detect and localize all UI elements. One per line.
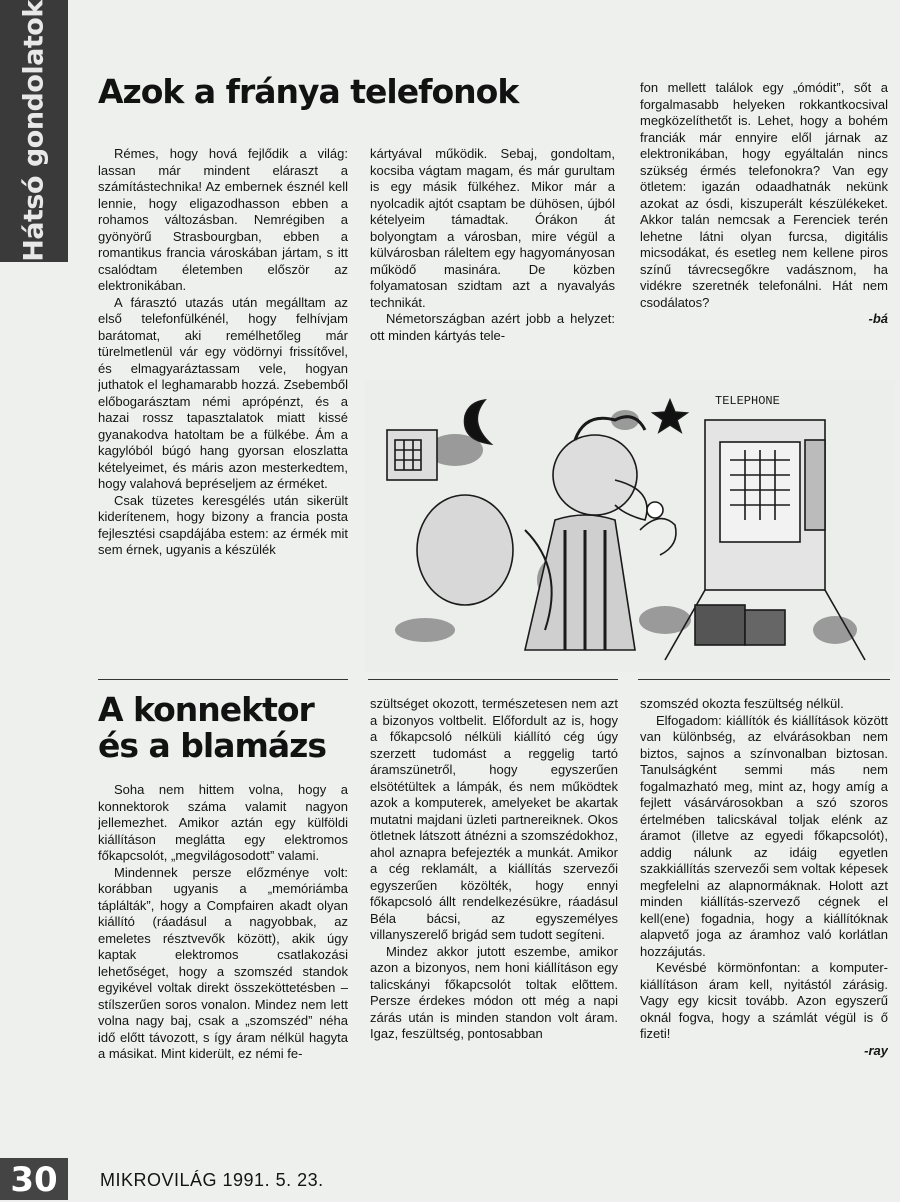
paragraph: Rémes, hogy hová fejlődik a világ: lassan már mindent eláraszt a számítástechnika! Az embernek észnél kell lennie, hogy eligazodhasson ebben a rohamos változásban. Nemrégiben a gyönyörű Strasbourgban, ebben a romantikus francia városkában jártam, s itt csalódtam életemben először az elektronikában.	[98, 146, 348, 293]
article-column-1	[98, 782, 348, 1152]
section-divider	[98, 679, 348, 680]
section-tab	[0, 0, 68, 262]
section-tab-label: Hátsó gondolatok	[18, 0, 50, 262]
article-title: A konnektor és a blamázs	[98, 690, 326, 765]
article-column-2	[370, 696, 618, 1156]
paragraph: szültséget okozott, természetesen nem azt a bizonyos voltbelit. Előfordult az is, hogy a főkapcsoló nélküli kiállító cég úgy szerzett tudomást a reggelig tartó áramszünetről, hogy egyszerűen elsötétültek a lámpák, és nem működtek azok a komputerek, amelyeket be akartak mutatni majdani üzleti partnereiknek. Okos ötletnek látszott átnézni a szomszédokhoz, ahol aznapra befejezték a munkát. Amikor a cég reklamált, a kiállítás szervezői egyszerűen közölték, hogy ennyi főkapcsoló állt rendelkezésükre, ráadásul Béla bácsi, az egyszemélyes villanyszerelő brigád sem tudott segíteni.	[370, 696, 618, 942]
paragraph: Németországban azért jobb a helyzet: ott minden kártyás tele-	[370, 311, 615, 343]
paragraph: Mindennek persze előzménye volt: korábban ugyanis a „memóriámba táplálták”, hogy a Compfairen akadt olyan kiállító (ráadásul a nagyobbak, az emeletes résztvevők között), akik úgy kaptak elektromos csatlakozási lehetőséget, hogy a szomszéd standok egyikével voltak direkt összeköttetésben – stílszerűen soros vonalon. Mindez nem lett volna nagy baj, csak a „szomszéd” néha idő előtt távozott, s így áram nélkül hagyta a másikat. Mint kiderült, ez némi fe-	[98, 864, 348, 1061]
paragraph: A fárasztó utazás után megálltam az első telefonfülkénél, hogy felhívjam barátomat, aki remélhetőleg már türelmetlenül vár egy vödörnyi frissítővel, és elmagyaráztassam vele, hogyan juthatok el leghamarabb hozzá. Zsebemből előbogarásztam némi aprópénzt, és a hazai rossz tapasztalatok miatt kissé gyanakodva hatoltam be a fülkébe. Ám a kagylóból búgó hang gyorsan eloszlatta kételyeimet, és máris azon mesterkedtem, hogy valahová bepréseljem az érméket.	[98, 294, 348, 491]
paragraph: Kevésbé körmönfontan: a komputer-kiállításon áram kell, nyitástól zárásig. Vagy egy kicsit tovább. Azon egyszerű oknál fogva, hogy a számlát végül is ő fizeti!	[640, 960, 888, 1041]
page-number-box	[0, 1158, 68, 1200]
section-divider	[638, 679, 890, 680]
article-column-3	[640, 696, 888, 1156]
paragraph: Soha nem hittem volna, hogy a konnektorok száma valamit nagyon jellemezhet. Amikor aztán egy külföldi kiállításon meglátta egy elektromos főkapcsolót, „megvilágosodott” valami.	[98, 782, 348, 863]
publication-footer: MIKROVILÁG 1991. 5. 23.	[100, 1170, 324, 1190]
telephone-sign: TELEPHONE	[715, 394, 780, 408]
article-column-3	[640, 80, 888, 380]
telephone-cartoon-illustration	[365, 380, 895, 672]
article-title: Azok a fránya telefonok	[98, 72, 519, 111]
page-number: 30	[10, 1160, 58, 1200]
paragraph: fon mellett találok egy „ómódit”, sőt a forgalmasabb helyeken rokkantkocsival megközelíthetőt is. Lehet, hogy a bohém franciák már ennyire elől járnak az elektronikában, hogy egyáltalán nincs szükség érmés telefonokra? Van egy ötletem: igazán odaadhatnák nekünk azokat az ósdi, kiszuperált készülékeket. Akkor talán nemcsak a Ferenciek terén lehetne látni olyan furcsa, digitális micsodákat, és esetleg nem kellene piros színű távrecsegőkre vadásznom, ha vidékre szeretnék telefonálni. Hát nem csodálatos?	[640, 80, 888, 310]
paragraph: Csak tüzetes keresgélés után sikerült kiderítenem, hogy bizony a francia posta fejlesztési csapdájába estem: az érmék mit sem érnek, ugyanis a készülék	[98, 492, 348, 557]
article-column-2	[370, 146, 615, 371]
paragraph: kártyával működik. Sebaj, gondoltam, kocsiba vágtam magam, és már gurultam is egy másik fülkéhez. Mikor már a nyolcadik ajtót csaptam be dühösen, újból kételyeim támadtak. Órákon át bolyongtam a városban, mire végül a külvárosban ráleltem egy hagyományosan működő masinára. De közben folyamatosan szidtam azt a nyavalyás technikát.	[370, 146, 615, 310]
section-divider	[368, 679, 618, 680]
paragraph: Mindez akkor jutott eszembe, amikor azon a bizonyos, nem honi kiállításon egy talicskányi főkapcsolót toltak elõttem. Persze érdekes módon ott még a napi zárás után is minden standon volt áram. Igaz, feszültség, pontosabban	[370, 943, 618, 1041]
author-signature: -ray	[864, 1042, 888, 1058]
article-column-1	[98, 146, 348, 676]
paragraph: Elfogadom: kiállítók és kiállítások között van különbség, az elvárásokban nem biztos, sajnos a színvonalban biztosan. Tanulságként semmi más nem fogalmazható meg, mint az, hogy amíg a fejlett vásárvárosokban a szó szoros értelmében talicskával toljak elénk az áramot (illetve az egyedi főkapcsolót), addig nálunk az idáig egyetlen szakkiállítás szervezői sem voltak képesek megfelelni az alapnormáknak. Holott azt minden kiállítás-szervező cégnek el kell(ene) fogadnia, hogy a kiállítóknak alapvető joga az áramhoz való korlátlan hozzájutás.	[640, 712, 888, 959]
author-signature: -bá	[868, 311, 888, 326]
paragraph: szomszéd okozta feszültség nélkül.	[640, 696, 844, 711]
